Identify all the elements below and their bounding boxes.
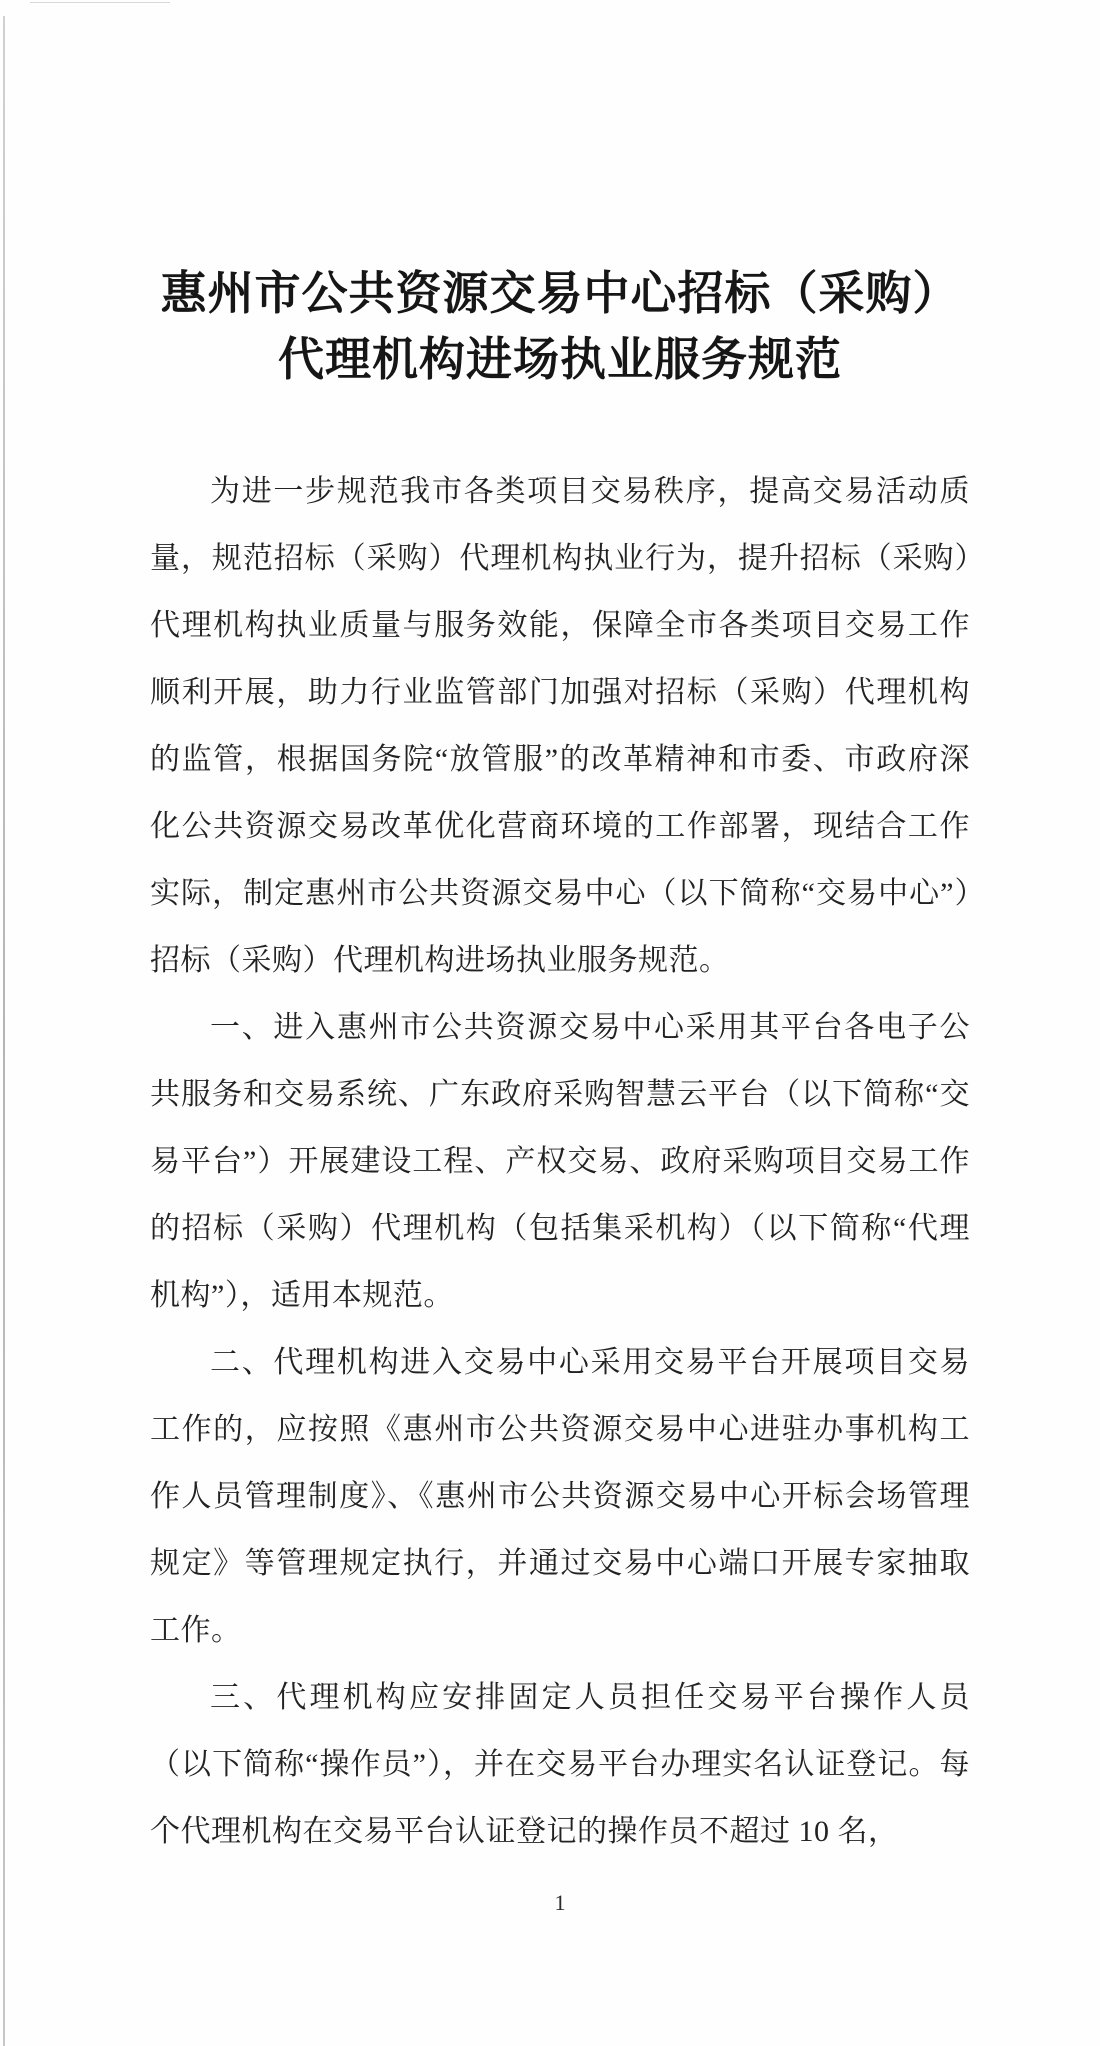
paragraph-item-2: 二、代理机构进入交易中心采用交易平台开展项目交易工作的，应按照《惠州市公共资源交易中心进驻办事机构工作人员管理制度》、《惠州市公共资源交易中心开标会场管理规定》等管理规定执行，并通过交易中心端口开展专家抽取工作。 <box>150 1346 970 1647</box>
paragraph-intro: 为进一步规范我市各类项目交易秩序，提高交易活动质量，规范招标（采购）代理机构执业行为，提升招标（采购）代理机构执业质量与服务效能，保障全市各类项目交易工作顺利开展，助力行业监管部门加强对招标（采购）代理机构的监管，根据国务院“放管服”的改革精神和市委、市政府深化公共资源交易改革优化营商环境的工作部署，现结合工作实际，制定惠州市公共资源交易中心（以下简称“交易中心”）招标（采购）代理机构进场执业服务规范。 <box>150 475 970 977</box>
document-title-line-1: 惠州市公共资源交易中心招标（采购） <box>160 268 960 319</box>
scan-edge-artifact-top <box>30 2 170 3</box>
document-title <box>150 261 970 393</box>
document-body <box>150 458 970 1865</box>
scan-edge-artifact-left <box>3 16 5 2046</box>
document-content <box>150 261 970 1865</box>
document-title-line-2: 代理机构进场执业服务规范 <box>278 334 842 385</box>
paragraph-item-1: 一、进入惠州市公共资源交易中心采用其平台各电子公共服务和交易系统、广东政府采购智慧云平台（以下简称“交易平台”）开展建设工程、产权交易、政府采购项目交易工作的招标（采购）代理机构（包括集采机构）（以下简称“代理机构”），适用本规范。 <box>150 1011 970 1312</box>
paragraph-item-3: 三、代理机构应安排固定人员担任交易平台操作人员（以下简称“操作员”），并在交易平台办理实名认证登记。每个代理机构在交易平台认证登记的操作员不超过 10 名， <box>150 1681 970 1848</box>
page-number: 1 <box>554 1890 566 1915</box>
